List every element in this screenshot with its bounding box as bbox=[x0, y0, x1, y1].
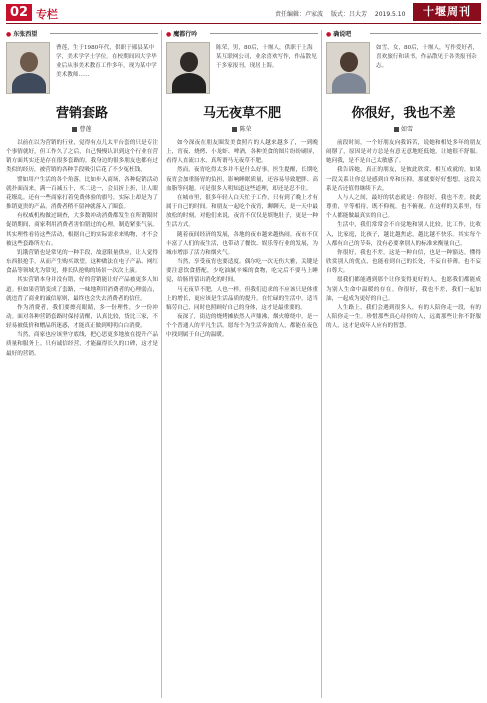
author-photo bbox=[166, 42, 210, 94]
header-meta bbox=[275, 9, 411, 18]
paragraph: 有权威机构做过调查，大多数冲动消费都发生在所谓限时促销期间，商家利用消费者害怕错过的心理，制造紧张气氛。其实理性看待这些活动，根据自己的实际需求来购物，才不会被这些套路所左右。 bbox=[6, 213, 158, 247]
paragraph: 其实营销本身并没有错，好的营销能让好产品被更多人知道。但如果营销变成了套路，一味地利用消费者的心理弱点，就违背了商业的诚信原则，最终也会失去消费者的信任。 bbox=[6, 277, 158, 302]
author-photo bbox=[6, 42, 50, 94]
paragraph: 我告诉她，真正的朋友，是彼此欣赏、相互成就的。如果一段关系让你总是感到自卑和压抑，那就要好好想想，这段关系是否还值得继续下去。 bbox=[326, 167, 481, 192]
issue-date: 2019.5.10 bbox=[374, 11, 406, 18]
editor-credit: 责任编辑：卢家波 bbox=[275, 11, 324, 18]
author-bio: 陈荣，男，80后，十堰人，供职于上海某互联网公司，业余喜欢写作，作品散见于多家报刊，现居上海。 bbox=[216, 45, 317, 69]
column-tag-row bbox=[6, 28, 158, 42]
paper-name: 十堰周刊 bbox=[413, 3, 481, 21]
paragraph: 以前在以为营销的行业，觉得有点儿太平台套的只是专注个事情就好，但工作久了之后，自己慢慢认识到这个行业在营销方面其实还是存在很多套路的。我身边的很多朋友也都有过类似的经历，被营销的各种手段吸引后花了不少冤枉钱。 bbox=[6, 140, 158, 174]
paragraph: 生活中，我们常常会不自觉地和别人比较。比工作，比收入，比家庭，比孩子，越比越焦虑，越比越不快乐。其实每个人都有自己的节奏，没有必要拿别人的标准来衡量自己。 bbox=[326, 222, 481, 247]
column-divider bbox=[321, 30, 322, 698]
column-2 bbox=[166, 28, 318, 699]
author-box bbox=[166, 42, 318, 98]
column-tag: ● 确说吧 bbox=[326, 31, 352, 38]
paragraph: 人与人之间，最好的状态就是：你很好，我也不差。彼此尊重，平等相待，既不仰视，也不俯视。在这样的关系里，每个人都能做最真实的自己。 bbox=[326, 194, 481, 220]
paragraph: 如今深夜在朋友圈发美食照片的人越来越多了，一到晚上，宵夜、烧烤、小龙虾、啤酒，各种美食的图片纷纷刷屏，看得人直流口水，真所谓马无夜草不肥。 bbox=[166, 140, 318, 165]
article-title: 你很好，我也不差 bbox=[351, 106, 456, 121]
article-title: 营销套路 bbox=[55, 106, 108, 121]
byline-author: 曹莲 bbox=[79, 126, 92, 133]
paragraph: 当然，商家也应该坚守底线，把心思更多地放在提升产品质量和服务上。只有诚信经营，才能赢得长久的口碑，这才是最好的营销。 bbox=[6, 332, 158, 357]
author-box bbox=[326, 42, 481, 98]
article-body bbox=[166, 139, 318, 699]
column-tag-row bbox=[326, 28, 481, 42]
column-1 bbox=[6, 28, 158, 699]
paragraph: 前段时间，一个好朋友向我诉苦，说她和相处多年的朋友闹掰了，原因是对方总是有意无意地贬低她，让她很不舒服。她问我，是不是自己太敏感了。 bbox=[326, 140, 481, 165]
author-bio: 如雪，女，80后，十堰人，写作爱好者，喜欢旅行和读书，作品散见于各类报刊杂志。 bbox=[376, 45, 479, 69]
paragraph: 在城市里，很多年轻人白天忙于工作，只有到了晚上才有属于自己的时间。和朋友一起吃个夜宵，聊聊天，是一天中最放松的时刻。对他们来说，夜宵不仅仅是填饱肚子，更是一种生活方式。 bbox=[166, 194, 318, 229]
byline bbox=[166, 124, 318, 133]
layout-credit: 版式：吕大芳 bbox=[330, 11, 367, 18]
paragraph: 饥饿营销也是常见的一种手段，故意限量供应，让人觉得东西很抢手，从而产生购买欲望。这种做法在电子产品、网红食品等领域尤为常见，排长队抢购的场景一次次上演。 bbox=[6, 249, 158, 275]
paragraph: 然而，夜宵吃得太多并不是什么好事。医生提醒，长期吃夜宵会加重肠胃的负担，影响睡眠质量，还容易导致肥胖、高血脂等问题。可是很多人明知道这些道理，却还是忍不住。 bbox=[166, 167, 318, 192]
byline-author: 如雪 bbox=[400, 126, 413, 133]
tag-rule bbox=[50, 33, 158, 34]
paragraph: 当然，享受夜宵也要适度。偶尔吃一次无伤大雅，关键是要注意饮食搭配，少吃油腻辛辣的食物，吃完后不要马上睡觉，给肠胃留出消化的时间。 bbox=[166, 259, 318, 284]
byline bbox=[6, 124, 158, 133]
paragraph: 随着夜间经济的发展，各地的夜市越来越热闹。夜市不仅丰富了人们的夜生活，也带动了餐饮、娱乐等行业的发展，为城市增添了活力和烟火气。 bbox=[166, 231, 318, 256]
page-header bbox=[0, 0, 487, 24]
column-divider bbox=[161, 30, 162, 698]
column-tag-label: 东张西望 bbox=[13, 31, 38, 38]
article-title: 马无夜草不肥 bbox=[202, 106, 281, 121]
column-tag-row bbox=[166, 28, 318, 42]
byline-author: 陈荣 bbox=[239, 126, 252, 133]
author-photo bbox=[326, 42, 370, 94]
column-tag-label: 魔都行吟 bbox=[173, 31, 198, 38]
column-tag: ● 东张西望 bbox=[6, 31, 38, 38]
paragraph: 你很好，我也不差，这是一种自信，也是一种豁达。懂得欣赏别人的优点，也能看到自己的长处，不妄自菲薄，也不妄自尊大。 bbox=[326, 249, 481, 275]
article-body bbox=[6, 139, 158, 699]
paragraph: 譬如用户生活的各个角落，比如步入商场，各种促销活动就扑面而来，满一百减五十，买二送一，会员折上折，让人眼花缭乱。还有一些商家打着免费体验的旗号，实际上却是为了推销更贵的产品，消费者稍不留神就落入了圈套。 bbox=[6, 176, 158, 211]
paragraph: 作为消费者，我们要擦亮眼睛，多一份理性，少一份冲动。面对各种营销套路时保持清醒，认真比较，货比三家，不轻易被低价和赠品所迷惑，才能真正做到明明白白消费。 bbox=[6, 304, 158, 330]
column-tag-label: 确说吧 bbox=[333, 31, 352, 38]
section-name: 专栏 bbox=[36, 8, 58, 21]
column-tag: ● 魔都行吟 bbox=[166, 31, 198, 38]
author-bio: 曹莲，生于1980年代，供职于郧县某中学，美术学学士学位。在校期间因大学毕业后从事美术教育工作多年，现为某中学美术教师…… bbox=[56, 45, 157, 78]
byline bbox=[326, 124, 481, 133]
column-3 bbox=[326, 28, 481, 699]
page-number: 02 bbox=[6, 4, 32, 21]
author-box bbox=[6, 42, 158, 98]
header-rule bbox=[6, 23, 481, 24]
paragraph: 愿我们都能遇到那个让你变得更好的人，也愿我们都能成为别人生命中温暖的存在。你很好，我也不差，我们一起加油，一起成为更好的自己。 bbox=[326, 277, 481, 302]
paragraph: 马无夜草不肥，人也一样。但我们追求的不应该只是体重上的增长，更应该是生活品质的提升。在忙碌的生活中，适当犒劳自己，同时也照顾好自己的身体，这才是最重要的。 bbox=[166, 286, 318, 311]
article-body bbox=[326, 139, 481, 699]
paragraph: 人生路上，我们会遇到很多人，有的人陪你走一段，有的人陪你走一生。珍惜那些真心待你的人，远离那些让你不舒服的人，这才是成年人应有的智慧。 bbox=[326, 304, 481, 330]
tag-rule bbox=[370, 33, 481, 34]
paragraph: 夜深了，街边的烧烤摊依然人声鼎沸，烟火缭绕中，是一个个普通人的平凡生活。愿每个为生活奔波的人，都能在夜色中找到属于自己的温暖。 bbox=[166, 313, 318, 339]
tag-rule bbox=[210, 33, 318, 34]
